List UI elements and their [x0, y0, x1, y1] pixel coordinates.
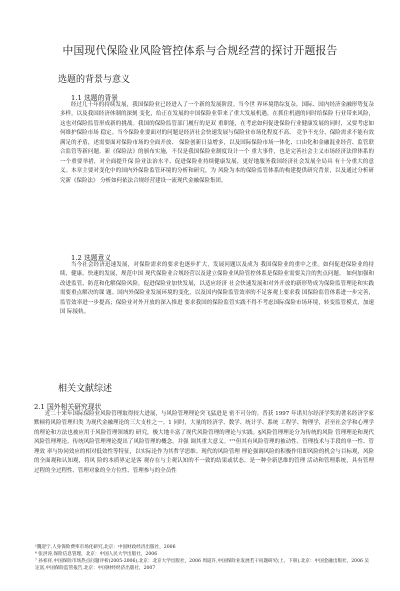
subsection-heading-background: 1.1 选题的背景 [71, 94, 118, 102]
paragraph-significance: 当今社会经济迅速发展，对保险需求的要求也逐步扩大，发展问题以及成为 我国保险业的重中之重。如何促进保险业的持续、健康、快速的发展，规范中国 现代保险业合规经营以及建立保险业风险管控体系是保险业需要关注的焦点问题。 如何加强和改进监管，防范和化解保险风险，促进保险业加快发展，以适应经济 社会快速发展和对外开放的新形势成为保险监管理论和实践需要重点解决的课 题。国内外保险业发展环境的变化，以及国内保险监管效率的不足客观上要求我 国保险监管体系进一步完善，监管效率进一步提高；保险业对外开放的深入推进 要求我国的保险监管实践不得不考虑国际保险市场环境，转变监管模式，加速国 际接轨。 [60, 262, 374, 316]
paragraph-background: 经过几十年的持续发展，我国保险业已经进入了一个新的发展阶段。当今世 界环境错综复杂，国际、国内经济金融形势复杂多样，以及我国经济体制的深刻 变化，给正在发展的中国保险业带来了重大发展机遇。在抓住机遇的同时给保险 行业带来风险，这也对保险监管形成新的挑战。我国的保险监管部门履行的是双 重职能，在考虑如何促进保险行业健康发展的同时，又要考虑如何维护保险市场 稳定。当今保险业要面对的问题是经济社会快速发展与保险业市场化程度不高、 竞争不充分、保险需求不能有效满足的矛盾，述需要面对保险市场的全面开放、 保险创新日益增多，以及国际保险市场一体化、口由化和金融混业经营、监管联 合监管等新问题。新《保险法》的颁布实施，不仅是我国保险业制度设计一个 重大事件，也是完善社会主义市场经济法律体系的一个重要举措，对全面提升保 险业法治水平、促进保险业持续健康发展，更好地服务我国经济社会发展全局具 有十分重大的意义。本章主要对变化中的国内外保险监管环境的分析和研究，为 风险为本的保险监管体系的构建提供研究背景，以及通过分析研究新《保险法》 分析如何依法合规经营建设一流现代金融保险集团。 [60, 102, 374, 184]
footnote: ⁷ 孙祁祥,中国保险市场热点问题评析(2005-2006),北京：北京大学出版社，2006 周道许,中国保险业发展若干问题研究(上、下册),北京：中国金融出版社，2006 吴定富,中国保险监管报告,北京：中国财经经济出版社，2007 [35, 559, 369, 571]
paragraph-foreign-research: 近二十来年国际保险业风险管理取得较大进展，与风险管理理论突飞猛进是 密不可分的。普获 1997 年诺贝尔经济学奖的著名经济学家默顿将风险管理归类 为现代金融理论的三大支柱之一。1 同时，大量的经济学、数学、统计学、系统 工程学、物理学，甚至社会学和心理学的理论和方法也被应用于风险管理领域的 研究，极大地丰富了现代风险管理的理论与实践。§风险管理理论分为传统的风险 管理理论和现代风险管理理论。传统风险管理理论提出了风险管理的概念，并强 调其重大意义。¹⁷¹但其有风险管理的被动性、管理技术与手段的单一性、管理效 率与协同效应的相对低效性等特征，以实际论作为其哲学思维。现代的风险管理 理论强调风险的积极作用即风险的机会与目标观，风险的全面观和认知观，将风 险的本质界定是客 观存在与主观认知的不一致的结果或状态。是一种全新思维的管理 活动和管理系统，具有管理过程的全过程性、管理对象的全方位性、管理参与的全员性 [34, 411, 374, 474]
subsection-heading-foreign-research: 2.1 国外相关研究现状 [34, 403, 102, 411]
section-heading-background: 选题的背景与意义 [58, 75, 131, 85]
subsection-heading-significance: 1.2 选题意义 [71, 254, 112, 262]
section-heading-literature-review: 相关文献综述 [58, 384, 113, 394]
page-title: 中国现代保险业风险管控体系与合规经营的探讨开题报告 [62, 44, 338, 57]
footnote: ¹魏迎宁,人身保险费率市场化研究,北京：中国财政经济出版社，2006 [35, 545, 176, 550]
footnote: ⁶ 张洪涛,保险信息管理，北京：中国人民大学出版社，2006 [35, 552, 158, 557]
